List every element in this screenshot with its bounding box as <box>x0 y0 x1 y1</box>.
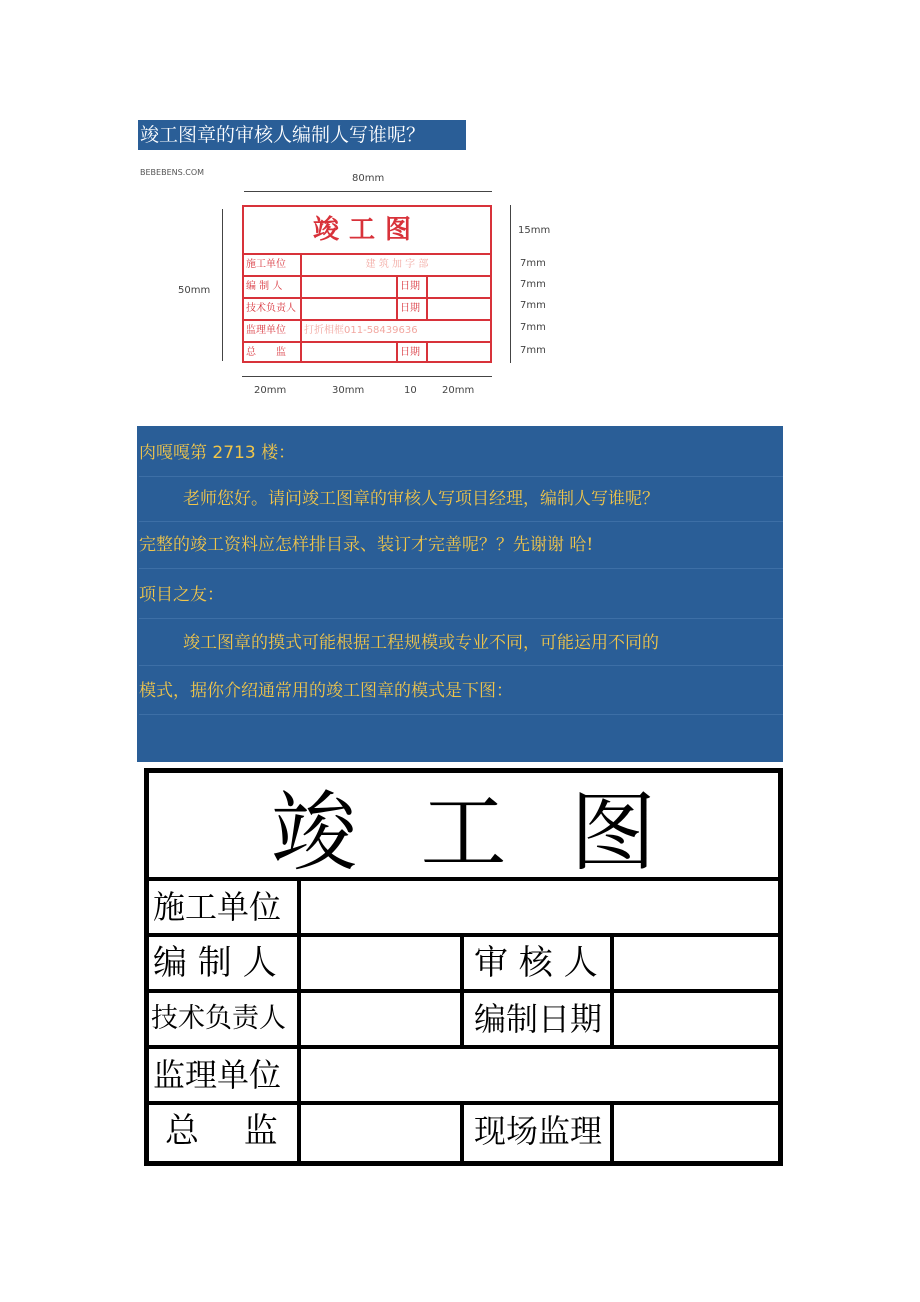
row-dimension-line <box>510 205 511 363</box>
row-height-label: 15mm <box>518 225 551 236</box>
row-mid-label: 现场监理 <box>464 1105 614 1161</box>
row-mid-label: 审 核 人 <box>464 937 614 989</box>
row-blank <box>428 277 490 297</box>
row-label: 编 制 人 <box>149 937 301 989</box>
row-blank <box>302 277 398 297</box>
row-label: 总 监 <box>244 343 302 363</box>
question-text-line: 老师您好。请问竣工图章的审核人写项目经理，编制人写谁呢？ <box>139 476 783 522</box>
row-height-label: 7mm <box>520 300 546 311</box>
stamp-row <box>149 937 778 993</box>
column-dimension-line <box>242 376 492 377</box>
row-value: 建 筑 加 字 部 <box>365 259 429 270</box>
row-height-label: 7mm <box>520 279 546 290</box>
row-label: 技术负责人 <box>244 299 302 319</box>
red-stamp-row <box>244 255 490 277</box>
red-stamp-heading: 竣工图 <box>244 207 490 255</box>
qa-block <box>137 426 783 762</box>
column-width-label: 10 <box>404 385 417 396</box>
answer-author: 项目之友： <box>139 572 783 619</box>
row-value: 打折相框011-58439636 <box>304 325 418 336</box>
row-label: 技术负责人 <box>149 993 301 1045</box>
question-text-line: 完整的竣工资料应怎样排目录、装订才完善呢？？先谢谢 哈! <box>139 522 783 569</box>
row-blank <box>428 343 490 363</box>
row-label: 监理单位 <box>149 1049 301 1101</box>
height-dimension-label: 50mm <box>178 285 211 296</box>
red-stamp-frame <box>242 205 492 363</box>
heading-char: 竣 <box>270 783 357 883</box>
width-dimension-label: 80mm <box>352 173 385 184</box>
height-dimension-line <box>222 209 223 361</box>
row-mid-label: 日期 <box>398 343 428 363</box>
row-height-label: 7mm <box>520 322 546 333</box>
row-label: 编 制 人 <box>244 277 302 297</box>
row-blank <box>301 937 464 989</box>
column-width-label: 30mm <box>332 385 365 396</box>
row-blank <box>301 1105 464 1161</box>
width-dimension-line <box>244 191 492 192</box>
floor-suffix: 楼： <box>261 443 296 463</box>
red-stamp-row <box>244 277 490 299</box>
large-stamp-template <box>144 768 783 1166</box>
row-height-label: 7mm <box>520 258 546 269</box>
row-mid-label: 编制日期 <box>464 993 614 1045</box>
stamp-row <box>149 881 778 937</box>
large-stamp-heading <box>149 773 778 881</box>
row-blank <box>301 993 464 1045</box>
row-blank <box>428 299 490 319</box>
row-blank <box>302 343 398 363</box>
column-width-label: 20mm <box>442 385 475 396</box>
answer-text-line: 模式，据你介绍通常用的竣工图章的模式是下图： <box>139 668 783 715</box>
row-mid-label: 日期 <box>398 299 428 319</box>
red-stamp-row <box>244 343 490 363</box>
stamp-row <box>149 993 778 1049</box>
floor-number: 2713 <box>212 443 256 463</box>
red-stamp-row <box>244 321 490 343</box>
red-stamp-row <box>244 299 490 321</box>
row-height-label: 7mm <box>520 345 546 356</box>
answer-text-line: 竣工图章的摸式可能根据工程规模或专业不同，可能运用不同的 <box>139 620 783 666</box>
question-author <box>139 430 783 477</box>
row-label: 施工单位 <box>244 255 302 275</box>
watermark-logo: BEBEBENS.COM <box>140 168 205 177</box>
row-blank <box>302 299 398 319</box>
row-label: 施工单位 <box>149 881 301 933</box>
stamp-row <box>149 1049 778 1105</box>
question-user: 肉嘎嘎第 <box>139 443 207 463</box>
document-title: 竣工图章的审核人编制人写谁呢？ <box>138 120 466 150</box>
row-label: 监理单位 <box>244 321 302 341</box>
heading-char: 图 <box>570 783 657 883</box>
column-width-label: 20mm <box>254 385 287 396</box>
row-label: 总 监 <box>149 1105 301 1161</box>
row-mid-label: 日期 <box>398 277 428 297</box>
stamp-row <box>149 1105 778 1161</box>
small-stamp-diagram <box>138 165 578 415</box>
heading-char: 工 <box>420 783 507 883</box>
